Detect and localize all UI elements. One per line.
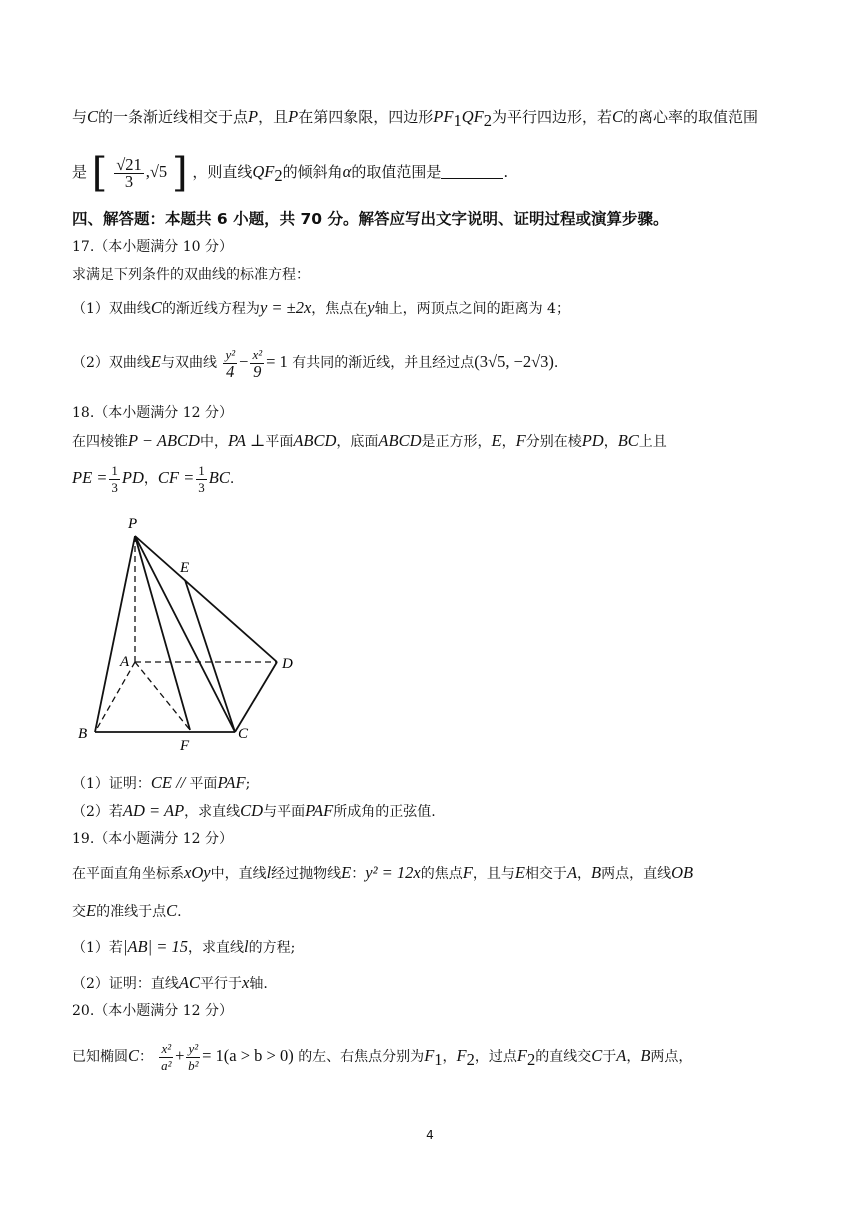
question-18-header: 18.（本小题满分 12 分）: [72, 405, 233, 421]
edge-ab: [95, 662, 135, 732]
question-17-header: 17.（本小题满分 10 分）: [72, 239, 233, 255]
answer-blank[interactable]: [441, 164, 503, 179]
fraction-sqrt21-over-3: $\frac{√21}{3}$: [116, 154, 142, 191]
line-eccentricity-range: 是 [ $\frac{√21}{3}$ ,√5 ] ，则直线$QF_2$的倾斜角α的取值范围是 .: [72, 150, 509, 196]
question-18-text-2: PE = $\frac{1}{3}$ PD，CF = $\frac{1}{3}$ BC.: [72, 462, 235, 495]
question-17-part-1: （1）双曲线C的渐近线方程为y = ±2x，焦点在y轴上，两顶点之间的距离为 4；: [72, 298, 570, 317]
pyramid-figure: [70, 510, 320, 760]
label-b: B: [78, 726, 88, 742]
line-asymptote-intersection: 与C的一条渐近线相交于点P，且P在第四象限，四边形$PF_1QF_2$为平行四边形，若C的离心率的取值范围: [72, 107, 758, 130]
label-a: A: [120, 654, 130, 670]
label-c: C: [238, 726, 249, 742]
edge-af: [135, 662, 190, 730]
question-20-header: 20.（本小题满分 12 分）: [72, 1003, 233, 1019]
question-19-text-2: 交E的准线于点C.: [72, 901, 182, 920]
question-17-text: 求满足下列条件的双曲线的标准方程：: [72, 267, 310, 283]
edge-pb: [95, 536, 135, 732]
label-p: P: [128, 516, 138, 532]
question-18-text-1: 在四棱锥P − ABCD中，PA ⊥平面ABCD，底面ABCD是正方形，E，F分别在棱PD，BC上且: [72, 431, 667, 450]
question-20-text: 已知椭圆C： $\frac{\text{x²}}{\text{a²}}$ + $\frac{\text{y²}}{\text{b²}}$ = 1(a > b > 0) 的左、右焦点分别为$F_1$，$F_2$，过点$F_2$的直线交C于A，B两点，: [72, 1040, 693, 1073]
label-f: F: [180, 738, 190, 754]
question-18-part-2: （2）若AD = AP，求直线CD与平面PAF所成角的正弦值.: [72, 801, 436, 820]
question-17-part-2: （2）双曲线E与双曲线 $\frac{\text{y²}}{4}$ − $\frac{\text{x²}}{9}$ = 1 有共同的渐近线，并且经过点(3√5, −2√3).: [72, 346, 559, 381]
label-e: E: [180, 560, 190, 576]
question-19-part-2: （2）证明：直线AC平行于x轴.: [72, 973, 268, 992]
edge-cd: [235, 662, 277, 732]
question-18-part-1: （1）证明：CE // 平面PAF;: [72, 773, 251, 792]
page-number: 4: [426, 1128, 434, 1142]
question-19-header: 19.（本小题满分 12 分）: [72, 831, 233, 847]
section-heading: 四、解答题：本题共 6 小题，共 70 分。解答应写出文字说明、证明过程或演算步骤。: [72, 210, 669, 228]
question-19-text-1: 在平面直角坐标系xOy中，直线l经过抛物线E：y² = 12x的焦点F，且与E相交于A，B两点，直线OB: [72, 863, 694, 882]
question-19-part-1: （1）若|AB| = 15，求直线l的方程;: [72, 937, 296, 956]
label-d: D: [282, 656, 293, 672]
